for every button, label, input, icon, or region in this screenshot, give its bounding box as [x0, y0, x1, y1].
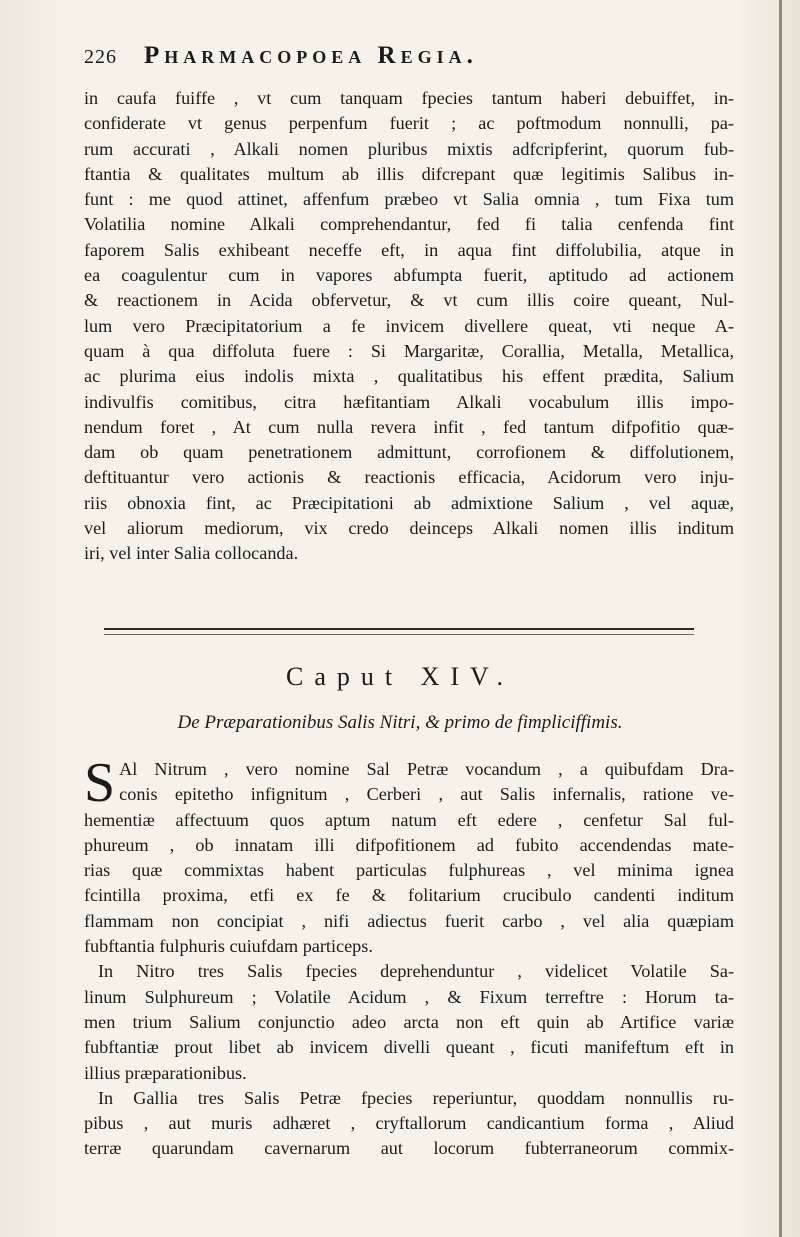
text-line: confiderate vt genus perpenfum fuerit ; ac poftmodum nonnulli, pa- — [84, 113, 734, 134]
text-line: pibus , aut muris adhæret , cryftallorum candicantium forma , Aliud — [84, 1113, 734, 1134]
text-line: deftituantur vero actionis & reactionis efficacia, Acidorum vero inju- — [84, 467, 734, 488]
text-line: in caufa fuiffe , vt cum tanquam fpecies tantum haberi debuiffet, in- — [84, 88, 734, 108]
text-line: linum Sulphureum ; Volatile Acidum , & Fixum terreftre : Horum ta- — [84, 986, 734, 1007]
chapter-divider-rule — [104, 628, 694, 635]
text-line: rum accurati , Alkali nomen pluribus mixtis adfcripferint, quorum fub- — [84, 138, 734, 159]
text-line: illius præparationibus. — [84, 1062, 247, 1083]
text-line: phureum , ob innatam illi difpofitionem ad fubito accendendas mate- — [84, 834, 734, 855]
running-title: Pharmacopoea Regia. — [144, 42, 478, 69]
text-line: fcintilla proxima, etfi ex fe & folitarium crucibulo candenti inditum — [84, 885, 734, 906]
text-line: fubftantiæ prout libet ab invicem divelli queant , ficuti manifeftum eft in — [84, 1037, 734, 1058]
text-line: riis obnoxia fint, ac Præcipitationi ab admixtione Salium , vel aquæ, — [84, 492, 734, 513]
text-line: faporem Salis exhibeant neceffe eft, in aqua fint diffolubilia, atque in — [84, 239, 734, 260]
chapter-heading: Caput XIV. — [286, 662, 514, 691]
running-header — [84, 42, 724, 76]
text-line: In Nitro tres Salis fpecies deprehenduntur , videlicet Volatile Sa- — [98, 961, 734, 982]
text-line: funt : me quod attinet, affenfum præbeo vt Salia omnia , tum Fixa tum — [84, 189, 734, 210]
text-line: rias quæ commixtas habent particulas fulphureas , vel minima ignea — [84, 860, 734, 881]
text-line: conis epitetho infignitum , Cerberi , aut Salis infernalis, ratione ve- — [119, 784, 734, 805]
text-line: indivulfis comitibus, citra hæfitantiam Alkali vocabulum illis impo- — [84, 391, 734, 412]
text-line: ac plurima eius indolis mixta , qualitatibus his effent prædita, Salium — [84, 366, 734, 387]
text-line: nendum foret , At cum nulla revera infit , fed tantum difpofitio quæ- — [84, 416, 734, 437]
text-line: iri, vel inter Salia collocanda. — [84, 543, 299, 564]
text-line: flammam non concipiat , nifi adiectus fuerit carbo , vel alia quæpiam — [84, 910, 734, 931]
text-line: Volatilia nomine Alkali comprehendantur, fed fi talia cenfenda fint — [84, 214, 734, 235]
text-line: In Gallia tres Salis Petræ fpecies reperiuntur, quoddam nonnullis ru- — [98, 1087, 734, 1108]
text-line: dam ob quam penetrationem admittunt, corrofionem & diffolutionem, — [84, 442, 734, 463]
text-line: ftantia & qualitates multum ab illis difcrepant quæ legitimis Salibus in- — [84, 163, 734, 184]
text-line: hementiæ affectuum quos aptum natum eft edere , cenfetur Sal ful- — [84, 809, 734, 830]
paragraph-block-1 — [84, 86, 734, 567]
drop-cap: S — [84, 752, 116, 814]
text-line: fubftantia fulphuris cuiufdam particeps. — [84, 936, 373, 957]
text-line: quam à qua diffoluta fuere : Si Margaritæ, Corallia, Metalla, Metallica, — [84, 340, 734, 361]
text-line: vel aliorum mediorum, vix credo deinceps Alkali nomen illis inditum — [84, 518, 734, 539]
text-line: & reactionem in Acida obfervetur, & vt cum illis coire queant, Nul- — [84, 290, 734, 311]
chapter-subtitle: De Præparationibus Salis Nitri, & primo de fimpliciffimis. — [177, 712, 623, 733]
text-line: men trium Salium conjunctio adeo arcta non eft quin ab Artifice variæ — [84, 1011, 734, 1032]
paragraph-block-2 — [84, 752, 734, 1162]
text-line: ea coagulentur cum in vapores abfumpta fuerit, aptitudo ad actionem — [84, 265, 734, 286]
page-number: 226 — [84, 46, 117, 68]
text-line: lum vero Præcipitatorium a fe invicem divellere queat, vti neque A- — [84, 315, 734, 336]
text-line: terræ quarundam cavernarum aut locorum fubterraneorum commix- — [84, 1138, 734, 1159]
text-line: Al Nitrum , vero nomine Sal Petræ vocandum , a quibufdam Dra- — [119, 759, 734, 779]
page-edge-shadow — [779, 0, 782, 1237]
